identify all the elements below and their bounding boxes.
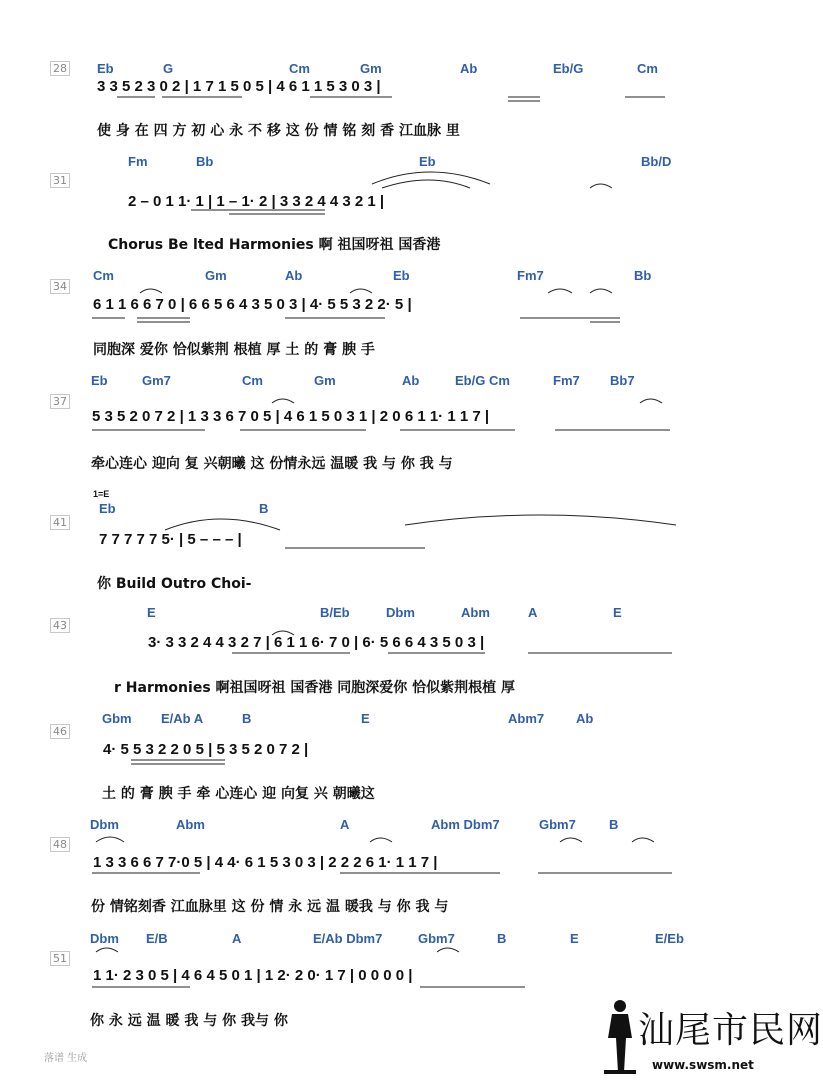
lyric-line: 份 情铭刻香 江血脉里 这 份 情 永 远 温 暖我 与 你 我 与 bbox=[91, 899, 449, 915]
chord-symbol: Gm bbox=[314, 373, 336, 388]
lyric-line: 使 身 在 四 方 初 心 永 不 移 这 份 情 铭 刻 香 江血脉 里 bbox=[97, 123, 460, 139]
chord-symbol: Eb/G bbox=[553, 61, 584, 76]
chord-symbol: Gm bbox=[205, 268, 227, 283]
chord-symbol: B bbox=[259, 501, 269, 516]
chord-symbol: Abm Dbm7 bbox=[431, 817, 500, 832]
chord-symbol: Bb bbox=[634, 268, 652, 283]
lyric-line: 你 永 远 温 暖 我 与 你 我与 你 bbox=[90, 1013, 288, 1029]
chord-symbol: Ab bbox=[460, 61, 478, 76]
watermark-url: www.swsm.net bbox=[652, 1058, 754, 1072]
chord-symbol: Bb bbox=[196, 154, 214, 169]
chord-symbol: Bb/D bbox=[641, 154, 672, 169]
chord-symbol: Ab bbox=[576, 711, 594, 726]
chord-symbol: Dbm bbox=[90, 931, 119, 946]
key-signature: 1=E bbox=[93, 489, 110, 499]
measure-number: 28 bbox=[50, 61, 70, 76]
chord-symbol: Fm bbox=[128, 154, 148, 169]
chord-symbol: B bbox=[497, 931, 507, 946]
notation-line: 1 1· 2 3 0 5 | 4 6 4 5 0 1 | 1 2· 2 0· 1 7 | 0 0 0 0 | bbox=[93, 967, 413, 984]
chord-symbol: A bbox=[528, 605, 538, 620]
chord-symbol: E/B bbox=[146, 931, 168, 946]
chord-symbol: Gm bbox=[360, 61, 382, 76]
notation-line: 7 7 7 7 7 5· | 5 – – – | bbox=[99, 531, 242, 548]
chord-symbol: Cm bbox=[242, 373, 263, 388]
notation-line: 4· 5 5 3 2 2 0 5 | 5 3 5 2 0 7 2 | bbox=[103, 741, 309, 758]
chord-symbol: Cm bbox=[93, 268, 114, 283]
measure-number: 34 bbox=[50, 279, 70, 294]
chord-symbol: Eb bbox=[419, 154, 436, 169]
chord-symbol: G bbox=[163, 61, 174, 76]
chord-symbol: Eb bbox=[97, 61, 114, 76]
site-watermark bbox=[600, 998, 823, 1078]
notation-line: 6 1 1 6 6 7 0 | 6 6 5 6 4 3 5 0 3 | 4· 5 5 3 2 2· 5 | bbox=[93, 296, 412, 313]
notation-line: 3 3 5 2 3 0 2 | 1 7 1 5 0 5 | 4 6 1 1 5 3 0 3 | bbox=[97, 78, 381, 95]
chord-symbol: E/Eb bbox=[655, 931, 684, 946]
chord-symbol: Gbm7 bbox=[539, 817, 576, 832]
lyric-line: 牵心连心 迎向 复 兴朝曦 这 份情永远 温暖 我 与 你 我 与 bbox=[91, 456, 453, 472]
lyric-line: 同胞深 爱你 恰似紫荆 根植 厚 土 的 膏 腴 手 bbox=[93, 342, 375, 358]
lyric-line: Chorus Be lted Harmonies 啊 祖国呀祖 国香港 bbox=[108, 237, 441, 253]
chord-symbol: Bb7 bbox=[610, 373, 635, 388]
chord-symbol: E bbox=[613, 605, 622, 620]
measure-number: 51 bbox=[50, 951, 70, 966]
person-silhouette-icon bbox=[600, 998, 640, 1074]
notation-line: 2 – 0 1 1· 1 | 1 – 1· 2 | 3 3 2 4 4 3 2 1 | bbox=[128, 193, 385, 210]
measure-number: 31 bbox=[50, 173, 70, 188]
chord-symbol: Gbm7 bbox=[418, 931, 455, 946]
chord-symbol: B bbox=[242, 711, 252, 726]
chord-symbol: Eb bbox=[91, 373, 108, 388]
lyric-line: 你 Build Outro Choi- bbox=[97, 576, 252, 592]
measure-number: 43 bbox=[50, 618, 70, 633]
chord-symbol: E bbox=[570, 931, 579, 946]
measure-number: 41 bbox=[50, 515, 70, 530]
chord-symbol: E/Ab A bbox=[161, 711, 204, 726]
chord-symbol: Gm7 bbox=[142, 373, 171, 388]
chord-symbol: E bbox=[147, 605, 156, 620]
chord-symbol: Cm bbox=[637, 61, 658, 76]
chord-symbol: Fm7 bbox=[517, 268, 544, 283]
chord-symbol: Eb bbox=[99, 501, 116, 516]
lyric-line: 土 的 膏 腴 手 牵 心连心 迎 向复 兴 朝曦这 bbox=[102, 786, 375, 802]
chord-symbol: Abm bbox=[176, 817, 205, 832]
chord-symbol: Dbm bbox=[386, 605, 415, 620]
chord-symbol: Ab bbox=[402, 373, 420, 388]
lyric-line: r Harmonies 啊祖国呀祖 国香港 同胞深爱你 恰似紫荆根植 厚 bbox=[114, 680, 516, 696]
footer-credit: 落谱 生成 bbox=[44, 1053, 88, 1064]
chord-symbol: Ab bbox=[285, 268, 303, 283]
chord-symbol: E/Ab Dbm7 bbox=[313, 931, 383, 946]
notation-line: 3· 3 3 2 4 4 3 2 7 | 6 1 1 6· 7 0 | 6· 5 6 6 4 3 5 0 3 | bbox=[148, 634, 485, 651]
chord-symbol: Fm7 bbox=[553, 373, 580, 388]
measure-number: 46 bbox=[50, 724, 70, 739]
measure-number: 37 bbox=[50, 394, 70, 409]
chord-symbol: Dbm bbox=[90, 817, 119, 832]
chord-symbol: Eb bbox=[393, 268, 410, 283]
chord-symbol: B/Eb bbox=[320, 605, 350, 620]
chord-symbol: Cm bbox=[289, 61, 310, 76]
chord-symbol: Eb/G Cm bbox=[455, 373, 510, 388]
notation-line: 1 3 3 6 6 7 7·0 5 | 4 4· 6 1 5 3 0 3 | 2 2 2 6 1· 1 1 7 | bbox=[93, 854, 438, 871]
chord-symbol: A bbox=[340, 817, 350, 832]
measure-number: 48 bbox=[50, 837, 70, 852]
chord-symbol: B bbox=[609, 817, 619, 832]
chord-symbol: Abm bbox=[461, 605, 490, 620]
chord-symbol: A bbox=[232, 931, 242, 946]
chord-symbol: E bbox=[361, 711, 370, 726]
notation-line: 5 3 5 2 0 7 2 | 1 3 3 6 7 0 5 | 4 6 1 5 0 3 1 | 2 0 6 1 1· 1 1 7 | bbox=[92, 408, 490, 425]
chord-symbol: Abm7 bbox=[508, 711, 545, 726]
watermark-title: 汕尾市民网 bbox=[638, 1010, 823, 1051]
chord-symbol: Gbm bbox=[102, 711, 132, 726]
